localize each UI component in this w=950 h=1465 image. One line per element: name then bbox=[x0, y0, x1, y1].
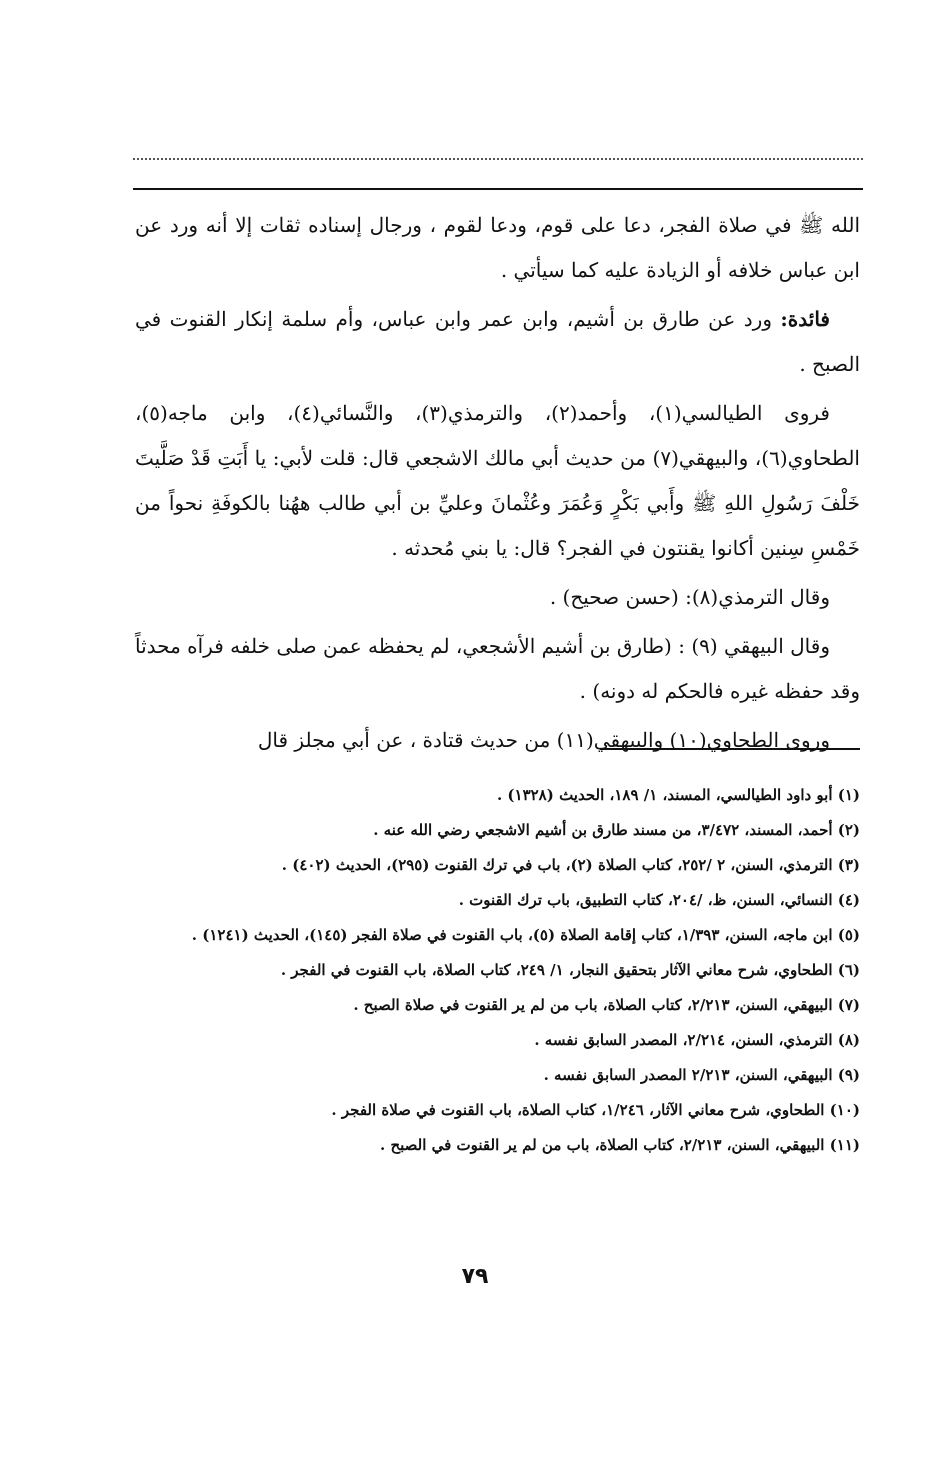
footnote-10: (١٠) الطحاوي، شرح معاني الآثار، ١/٢٤٦، كتاب الصلاة، باب القنوت في صلاة الفجر . bbox=[331, 1101, 860, 1119]
footnote-5: (٥) ابن ماجه، السنن، ١/٣٩٣، كتاب إقامة الصلاة (٥)، باب القنوت في صلاة الفجر (١٤٥)، الحديث (١٢٤١) . bbox=[191, 926, 860, 944]
paragraph-continuation: الله ﷺ في صلاة الفجر، دعا على قوم، ودعا لقوم ، ورجال إسناده ثقات إلا أنه ورد عن ابن عباس خلافه أو الزيادة عليه كما سيأتي . bbox=[135, 213, 861, 282]
note-text: ورد عن طارق بن أشيم، وابن عمر وابن عباس، وأم سلمة إنكار القنوت في الصبح . bbox=[135, 307, 860, 376]
footnote-2: (٢) أحمد، المسند، ٣/٤٧٢، من مسند طارق بن أشيم الاشجعي رضي الله عنه . bbox=[373, 821, 860, 839]
paragraph-hadith: فروى الطيالسي(١)، وأحمد(٢)، والترمذي(٣)، والنَّسائي(٤)، وابن ماجه(٥)، الطحاوي(٦)، والبيهقي(٧) من حديث أبي مالك الاشجعي قال: قلت لأبي: يا أَبَتِ قَدْ صَلَّيتَ خَلْفَ رَسُولِ اللهِ ﷺ وأَبي بَكْرٍ وَعُمَرَ وعُثْمانَ وعليِّ بن أبي طالب ههُنا بالكوفَةِ نحواً من خَمْسِ سِنين أكانوا يقنتون في الفجر؟ قال: يا بني مُحدثه . bbox=[135, 401, 860, 560]
footnote-8: (٨) الترمذي، السنن، ٢/٢١٤، المصدر السابق نفسه . bbox=[534, 1031, 860, 1049]
footnote-11: (١١) البيهقي، السنن، ٢/٢١٣، كتاب الصلاة، باب من لم ير القنوت في الصبح . bbox=[380, 1136, 860, 1154]
footnotes bbox=[135, 778, 860, 1163]
footnote-1: (١) أبو داود الطيالسي، المسند، ١/ ١٨٩، الحديث (١٣٢٨) . bbox=[496, 786, 860, 804]
main-text bbox=[135, 203, 860, 767]
paragraph-tirmidhi: وقال الترمذي(٨): (حسن صحيح) . bbox=[549, 585, 830, 609]
footnote-4: (٤) النسائي، السنن، ظ، /٢٠٤، كتاب التطبيق، باب ترك القنوت . bbox=[458, 891, 860, 909]
header-rule bbox=[133, 188, 863, 190]
footnote-7: (٧) البيهقي، السنن، ٢/٢١٣، كتاب الصلاة، باب من لم ير القنوت في صلاة الصبح . bbox=[353, 996, 860, 1014]
footnote-6: (٦) الطحاوي، شرح معاني الآثار بتحقيق النجار، ١/ ٢٤٩، كتاب الصلاة، باب القنوت في الفجر . bbox=[280, 961, 860, 979]
footnote-separator bbox=[600, 748, 860, 750]
paragraph-bayhaqi: وقال البيهقي (٩) : (طارق بن أشيم الأشجعي، لم يحفظه عمن صلى خلفه فرآه محدثاً وقد حفظه غيره فالحكم له دونه) . bbox=[135, 634, 860, 703]
paragraph-tahawi: وروى الطحاوي(١٠) والبيهقي(١١) من حديث قتادة ، عن أبي مجلز قال bbox=[257, 728, 830, 752]
page-number: ٧٩ bbox=[461, 1264, 489, 1289]
paragraph-note bbox=[135, 297, 860, 387]
header-dotted-rule bbox=[133, 158, 863, 160]
note-label: فائدة: bbox=[780, 307, 830, 331]
footnote-9: (٩) البيهقي، السنن، ٢/٢١٣ المصدر السابق نفسه . bbox=[543, 1066, 860, 1084]
footnote-3: (٣) الترمذي، السنن، ٢ /٢٥٢، كتاب الصلاة (٢)، باب في ترك القنوت (٢٩٥)، الحديث (٤٠٢) . bbox=[281, 856, 860, 874]
